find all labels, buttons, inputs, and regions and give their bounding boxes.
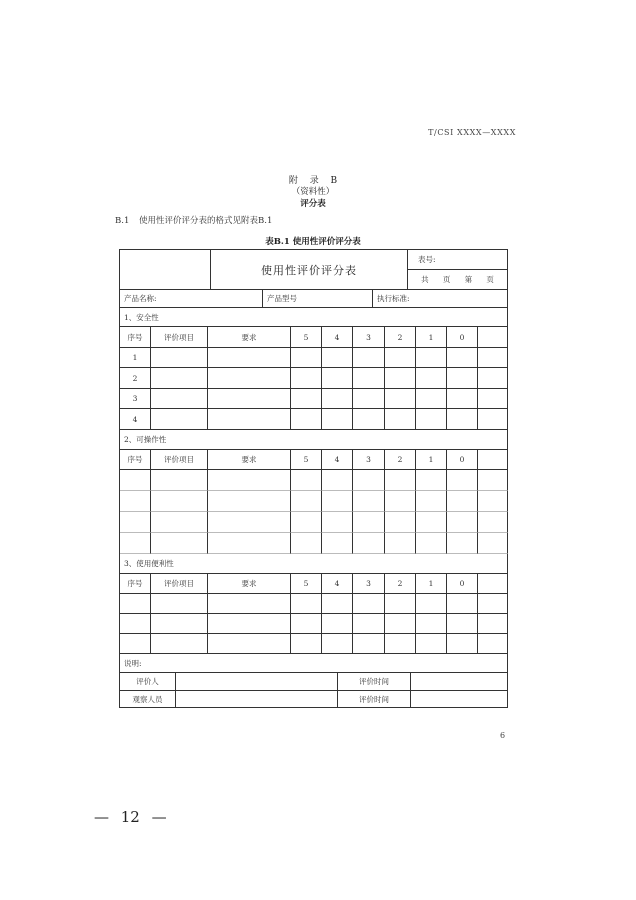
print-page-number: — 12 — <box>94 808 167 826</box>
header-score-0: 0 <box>447 574 478 594</box>
extra-cell <box>478 614 508 634</box>
requirement-cell <box>208 634 291 654</box>
section-operability <box>120 430 508 554</box>
score-4-cell <box>322 470 353 491</box>
score-0-cell <box>447 470 478 491</box>
appendix-type: （资料性） <box>291 187 335 197</box>
score-5-cell <box>291 491 322 512</box>
score-0-cell <box>447 614 478 634</box>
page-unit-label: 页 <box>486 275 494 284</box>
score-0-cell <box>447 533 478 554</box>
score-2-cell <box>385 470 416 491</box>
header-score-2: 2 <box>385 327 416 348</box>
extra-cell <box>478 389 508 409</box>
table-row <box>120 491 508 512</box>
score-5-cell <box>291 594 322 614</box>
requirement-cell <box>208 594 291 614</box>
extra-cell <box>478 533 508 554</box>
product-info-row <box>120 290 508 308</box>
row-number: 2 <box>120 368 151 389</box>
row-number: 3 <box>120 389 151 409</box>
requirement-cell <box>208 409 291 430</box>
header-score-4: 4 <box>322 574 353 594</box>
observer-label: 观察人员 <box>120 691 176 708</box>
section-header-row <box>120 574 508 594</box>
score-0-cell <box>447 491 478 512</box>
header-score-2: 2 <box>385 574 416 594</box>
form-title-cell <box>211 250 408 290</box>
header-requirement: 要求 <box>208 574 291 594</box>
form-title-row <box>120 250 508 290</box>
header-seq: 序号 <box>120 574 151 594</box>
observer-value-cell <box>176 691 338 708</box>
total-label: 共 <box>421 275 429 284</box>
header-score-1: 1 <box>416 327 447 348</box>
header-evaluation-item: 评价项目 <box>151 574 208 594</box>
header-score-4: 4 <box>322 327 353 348</box>
extra-cell <box>478 491 508 512</box>
evaluation-item-cell <box>151 594 208 614</box>
requirement-cell <box>208 470 291 491</box>
row-number <box>120 594 151 614</box>
page-of-pages <box>408 270 507 289</box>
score-1-cell <box>416 533 447 554</box>
form-meta-cell <box>408 250 508 290</box>
header-extra <box>478 450 508 470</box>
score-1-cell <box>416 368 447 389</box>
current-label: 第 <box>464 275 473 284</box>
score-1-cell <box>416 409 447 430</box>
header-score-0: 0 <box>447 450 478 470</box>
row-number <box>120 634 151 654</box>
requirement-cell <box>208 491 291 512</box>
score-5-cell <box>291 470 322 491</box>
score-1-cell <box>416 491 447 512</box>
score-0-cell <box>447 368 478 389</box>
score-4-cell <box>322 614 353 634</box>
score-5-cell <box>291 533 322 554</box>
section-title: 3、使用便利性 <box>120 554 508 574</box>
table-row <box>120 614 508 634</box>
observer-time-value-cell <box>411 691 508 708</box>
section-title-row <box>120 430 508 450</box>
score-3-cell <box>353 594 385 614</box>
score-2-cell <box>385 491 416 512</box>
score-1-cell <box>416 634 447 654</box>
standard-label: 执行标准: <box>373 290 508 308</box>
header-score-2: 2 <box>385 450 416 470</box>
header-score-5: 5 <box>291 327 322 348</box>
score-5-cell <box>291 348 322 368</box>
clause-b1 <box>115 214 272 226</box>
clause-number: B.1 <box>115 216 130 226</box>
header-score-3: 3 <box>353 450 385 470</box>
page-unit-label: 页 <box>442 275 451 284</box>
row-number: 4 <box>120 409 151 430</box>
score-1-cell <box>416 614 447 634</box>
header-score-1: 1 <box>416 450 447 470</box>
score-0-cell <box>447 512 478 533</box>
requirement-cell <box>208 614 291 634</box>
evaluation-item-cell <box>151 470 208 491</box>
requirement-cell <box>208 389 291 409</box>
evaluator-value-cell <box>176 673 338 691</box>
score-5-cell <box>291 512 322 533</box>
header-requirement: 要求 <box>208 450 291 470</box>
header-score-3: 3 <box>353 574 385 594</box>
score-3-cell <box>353 348 385 368</box>
extra-cell <box>478 409 508 430</box>
extra-cell <box>478 470 508 491</box>
score-4-cell <box>322 512 353 533</box>
product-name-label: 产品名称: <box>120 290 263 308</box>
score-0-cell <box>447 348 478 368</box>
score-1-cell <box>416 470 447 491</box>
document-code: T/CSI XXXX—XXXX <box>428 128 516 137</box>
table-row <box>120 389 508 409</box>
table-row <box>120 512 508 533</box>
header-score-4: 4 <box>322 450 353 470</box>
header-score-5: 5 <box>291 450 322 470</box>
score-2-cell <box>385 348 416 368</box>
extra-cell <box>478 512 508 533</box>
evaluator-row <box>120 673 508 691</box>
score-4-cell <box>322 634 353 654</box>
header-score-1: 1 <box>416 574 447 594</box>
score-2-cell <box>385 512 416 533</box>
score-0-cell <box>447 409 478 430</box>
score-5-cell <box>291 409 322 430</box>
score-3-cell <box>353 389 385 409</box>
score-4-cell <box>322 533 353 554</box>
form-title: 使用性评价评分表 <box>261 263 357 277</box>
score-1-cell <box>416 389 447 409</box>
score-3-cell <box>353 470 385 491</box>
score-2-cell <box>385 594 416 614</box>
score-1-cell <box>416 512 447 533</box>
evaluator-time-value-cell <box>411 673 508 691</box>
header-score-3: 3 <box>353 327 385 348</box>
header-score-5: 5 <box>291 574 322 594</box>
table-row <box>120 533 508 554</box>
score-5-cell <box>291 389 322 409</box>
score-0-cell <box>447 594 478 614</box>
product-model-label: 产品型号 <box>263 290 373 308</box>
score-5-cell <box>291 634 322 654</box>
score-4-cell <box>322 348 353 368</box>
table-row <box>120 634 508 654</box>
table-caption: 表B.1 使用性评价评分表 <box>265 237 361 247</box>
row-number <box>120 512 151 533</box>
section-header-row <box>120 450 508 470</box>
evaluation-item-cell <box>151 614 208 634</box>
score-3-cell <box>353 634 385 654</box>
notes-row <box>120 654 508 673</box>
appendix-title: 评分表 <box>300 199 326 209</box>
score-2-cell <box>385 533 416 554</box>
header-seq: 序号 <box>120 327 151 348</box>
appendix-label: 附 录 B <box>288 176 338 186</box>
evaluation-item-cell <box>151 533 208 554</box>
table-row <box>120 594 508 614</box>
requirement-cell <box>208 368 291 389</box>
score-4-cell <box>322 368 353 389</box>
score-5-cell <box>291 368 322 389</box>
score-1-cell <box>416 594 447 614</box>
score-3-cell <box>353 512 385 533</box>
evaluation-item-cell <box>151 491 208 512</box>
extra-cell <box>478 594 508 614</box>
table-row <box>120 409 508 430</box>
extra-cell <box>478 368 508 389</box>
header-extra <box>478 327 508 348</box>
observer-row <box>120 691 508 708</box>
score-2-cell <box>385 634 416 654</box>
table-number-label: 表号: <box>408 250 507 270</box>
evaluator-time-label: 评价时间 <box>338 673 411 691</box>
score-2-cell <box>385 368 416 389</box>
header-seq: 序号 <box>120 450 151 470</box>
section-title: 1、安全性 <box>120 308 508 327</box>
section-convenience <box>120 554 508 654</box>
row-number <box>120 491 151 512</box>
score-3-cell <box>353 409 385 430</box>
requirement-cell <box>208 533 291 554</box>
header-score-0: 0 <box>447 327 478 348</box>
score-3-cell <box>353 491 385 512</box>
requirement-cell <box>208 512 291 533</box>
observer-time-label: 评价时间 <box>338 691 411 708</box>
score-4-cell <box>322 491 353 512</box>
evaluation-item-cell <box>151 409 208 430</box>
score-3-cell <box>353 614 385 634</box>
section-title-row <box>120 554 508 574</box>
score-1-cell <box>416 348 447 368</box>
score-3-cell <box>353 368 385 389</box>
row-number <box>120 533 151 554</box>
notes-label: 说明: <box>120 654 508 673</box>
clause-text: 使用性评价评分表的格式见附表B.1 <box>139 216 273 226</box>
section-title-row <box>120 308 508 327</box>
score-2-cell <box>385 614 416 634</box>
score-4-cell <box>322 389 353 409</box>
usability-score-form <box>119 249 508 708</box>
logo-cell <box>120 250 211 290</box>
section-title: 2、可操作性 <box>120 430 508 450</box>
score-4-cell <box>322 594 353 614</box>
score-2-cell <box>385 409 416 430</box>
score-2-cell <box>385 389 416 409</box>
document-page-number: 6 <box>500 731 506 740</box>
evaluation-item-cell <box>151 634 208 654</box>
table-row <box>120 348 508 368</box>
extra-cell <box>478 348 508 368</box>
table-row <box>120 470 508 491</box>
header-requirement: 要求 <box>208 327 291 348</box>
score-5-cell <box>291 614 322 634</box>
header-extra <box>478 574 508 594</box>
requirement-cell <box>208 348 291 368</box>
evaluation-item-cell <box>151 389 208 409</box>
row-number <box>120 614 151 634</box>
table-row <box>120 368 508 389</box>
header-evaluation-item: 评价项目 <box>151 450 208 470</box>
section-header-row <box>120 327 508 348</box>
evaluation-item-cell <box>151 368 208 389</box>
row-number: 1 <box>120 348 151 368</box>
score-0-cell <box>447 389 478 409</box>
header-evaluation-item: 评价项目 <box>151 327 208 348</box>
evaluation-item-cell <box>151 512 208 533</box>
extra-cell <box>478 634 508 654</box>
score-4-cell <box>322 409 353 430</box>
score-0-cell <box>447 634 478 654</box>
evaluation-item-cell <box>151 348 208 368</box>
row-number <box>120 470 151 491</box>
section-safety <box>120 308 508 430</box>
evaluator-label: 评价人 <box>120 673 176 691</box>
score-3-cell <box>353 533 385 554</box>
